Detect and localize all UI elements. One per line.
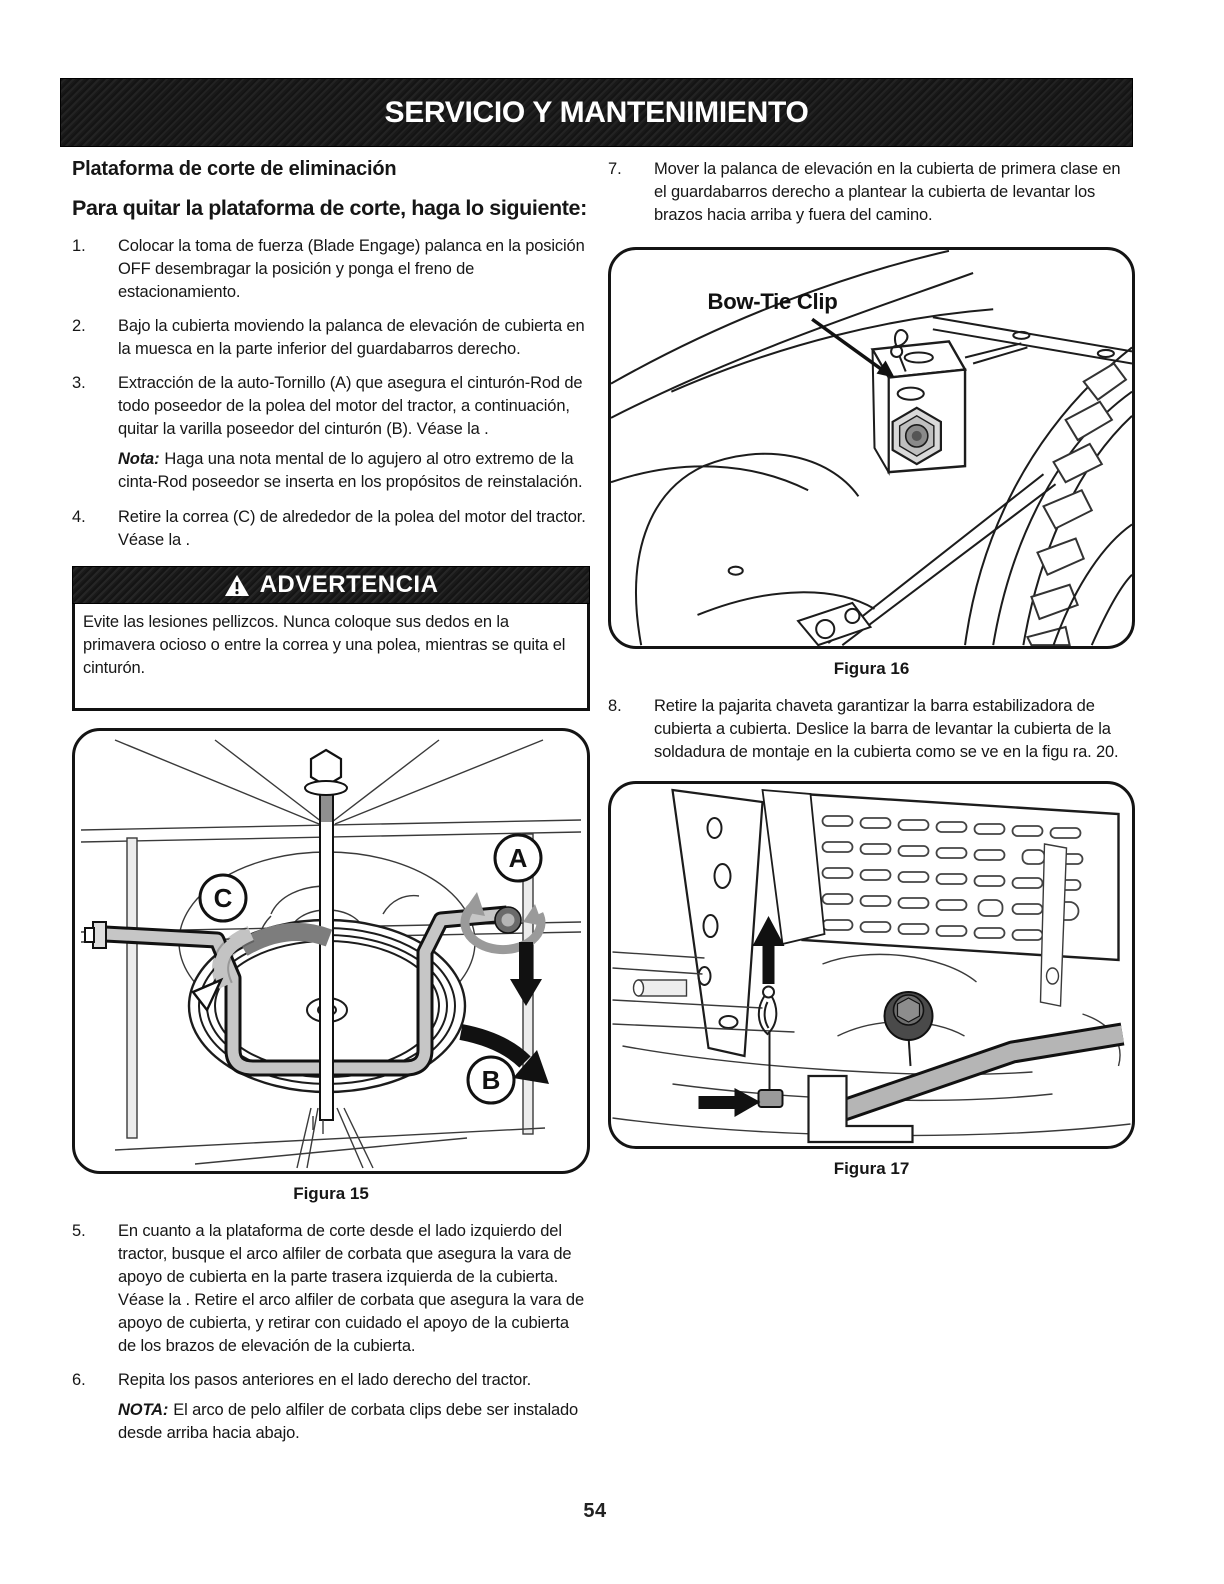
step-text: En cuanto a la plataforma de corte desde el lado izquierdo del tractor, busque el arco alfiler de corbata que asegura la vara de apoyo de cubierta en la parte trasera izquierda de la cubierta. Véase la . Retire el arco alfiler de corbata que asegura la vara de apoyo de cubierta, y retirar con cuidado el apoyo de la cubierta de los brazos de elevación de la cubierta. xyxy=(118,1222,584,1355)
note-label: Nota: xyxy=(118,450,160,468)
step-3 xyxy=(72,372,590,441)
figure-16-caption: Figura 16 xyxy=(833,659,910,678)
step-text: Bajo la cubierta moviendo la palanca de elevación de cubierta en la muesca en la parte inferior del guardabarros derecho. xyxy=(118,317,585,358)
step-6 xyxy=(72,1369,590,1392)
svg-text:Bow-Tie Clip: Bow-Tie Clip xyxy=(707,289,838,315)
step-text: Mover la palanca de elevación en la cubierta de primera clase en el guardabarros derecho a plantear la cubierta de levantar los brazos hacia arriba y fuera del camino. xyxy=(654,160,1121,224)
figure-15-illustration xyxy=(75,731,587,1171)
warning-box xyxy=(72,566,590,711)
step-number: 4. xyxy=(72,508,86,526)
left-column xyxy=(72,158,590,1457)
tire xyxy=(965,347,1132,645)
step-number: 1. xyxy=(72,237,86,255)
stabilizer-bar xyxy=(827,1034,1123,1116)
svg-text:B: B xyxy=(481,1065,501,1095)
warning-header xyxy=(72,566,590,604)
steps-1-4 xyxy=(72,235,590,552)
warning-body: Evite las lesiones pellizcos. Nunca coloque sus dedos en la primavera ocioso o entre la correa y una polea, mientras se quita el cinturón. xyxy=(72,604,590,711)
step-3-note xyxy=(118,448,590,494)
step-number: 6. xyxy=(72,1371,86,1389)
knob-bolt xyxy=(885,992,933,1066)
callout-b xyxy=(468,1057,514,1103)
bow-tie-clip-callout xyxy=(708,289,895,377)
warning-icon xyxy=(224,574,250,597)
note-text: Haga una nota mental de lo agujero al otro extremo de la cinta-Rod poseedor se inserta en los propósitos de reinstalación. xyxy=(118,450,583,491)
figure-17-illustration xyxy=(611,784,1132,1146)
step-number: 2. xyxy=(72,317,86,335)
step-2 xyxy=(72,315,590,361)
figure-16-illustration xyxy=(611,250,1132,646)
cotter-pin xyxy=(759,987,777,1035)
step-6-note xyxy=(118,1399,590,1445)
step-number: 8. xyxy=(608,697,622,715)
section-banner-title: SERVICIO Y MANTENIMIENTO xyxy=(384,95,809,129)
step-5 xyxy=(72,1220,590,1358)
figure-17 xyxy=(608,781,1135,1149)
support-strut xyxy=(798,474,1055,645)
svg-text:A: A xyxy=(508,843,528,873)
subsection-heading: Para quitar la plataforma de corte, haga lo siguiente: xyxy=(72,196,587,220)
svg-text:C: C xyxy=(213,883,233,913)
callout-a xyxy=(495,835,541,881)
step-7 xyxy=(608,158,1135,227)
figure-16 xyxy=(608,247,1135,649)
step-text: Repita los pasos anteriores en el lado derecho del tractor. xyxy=(118,1371,532,1389)
step-number: 7. xyxy=(608,160,622,178)
steps-5-6 xyxy=(72,1220,590,1445)
step-text: Extracción de la auto-Tornillo (A) que asegura el cinturón-Rod de todo poseedor de la polea del motor del tractor, a continuación, quitar la varilla poseedor del cinturón (B). Véase la . xyxy=(118,374,583,438)
step-1 xyxy=(72,235,590,304)
section-heading: Plataforma de corte de eliminación xyxy=(72,158,397,180)
step-8 xyxy=(608,695,1135,764)
right-column xyxy=(608,158,1135,1195)
section-banner xyxy=(60,78,1133,147)
step-number: 3. xyxy=(72,374,86,392)
figure-15-caption: Figura 15 xyxy=(293,1184,369,1203)
slotted-panel xyxy=(803,794,1119,960)
lift-bracket xyxy=(673,790,825,1056)
frame-strip xyxy=(933,317,1132,363)
step-text: Retire la pajarita chaveta garantizar la barra estabilizadora de cubierta a cubierta. Deslice la barra de levantar la cubierta de la soldadura de montaje en la cubierta como se ve en la figu ra. 20. xyxy=(654,697,1119,761)
step-4 xyxy=(72,506,590,552)
step-text: Colocar la toma de fuerza (Blade Engage) palanca en la posición OFF desembragar la posición y ponga el freno de estacionamiento. xyxy=(118,237,585,301)
callout-c xyxy=(200,875,246,921)
deck-bracket xyxy=(873,341,966,472)
note-text: El arco de pelo alfiler de corbata clips debe ser instalado desde arriba hacia abajo. xyxy=(118,1401,579,1442)
figure-17-caption: Figura 17 xyxy=(833,1159,910,1178)
note-label: NOTA: xyxy=(118,1401,169,1419)
step-text: Retire la correa (C) de alrededor de la polea del motor del tractor. Véase la . xyxy=(118,508,586,549)
warning-title: ADVERTENCIA xyxy=(259,571,439,598)
page-number: 54 xyxy=(583,1500,607,1522)
figure-15 xyxy=(72,728,590,1174)
step-number: 5. xyxy=(72,1222,86,1240)
